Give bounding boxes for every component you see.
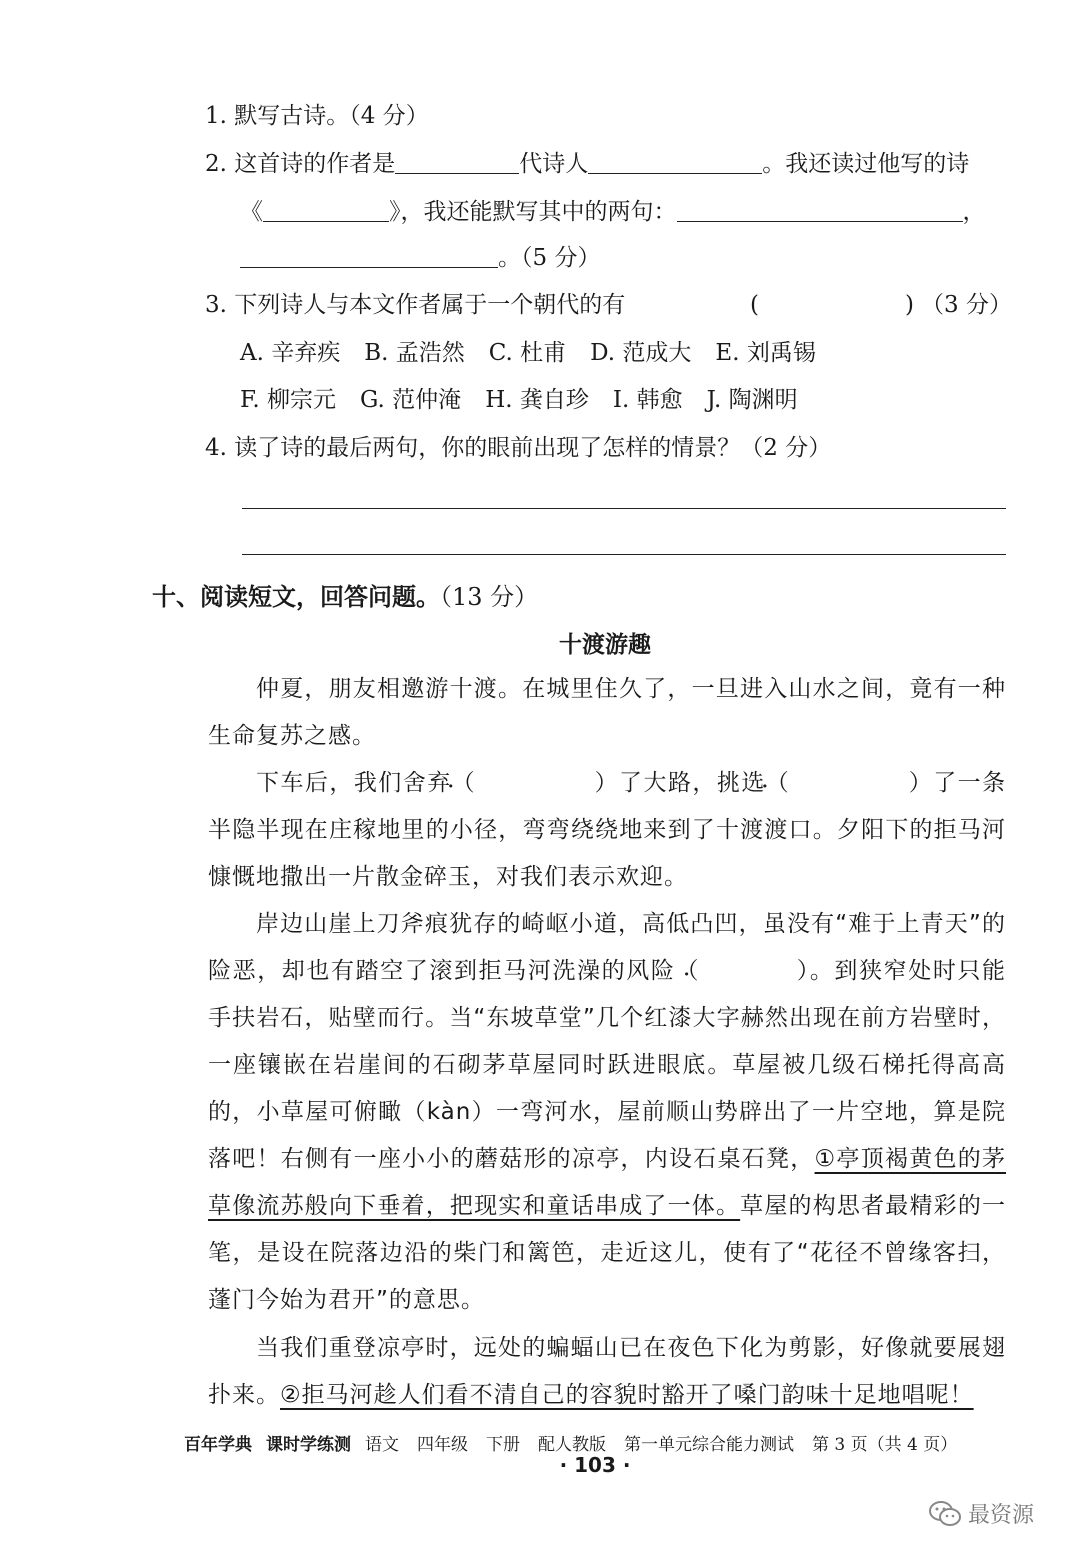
footer-grade: 四年级 (417, 1435, 468, 1455)
question-2-line-3 (240, 243, 600, 273)
question-2-line-2 (240, 197, 986, 227)
q2-text-d: 《 (240, 199, 263, 225)
q2-text-b: 代诗人 (519, 151, 589, 177)
footer-edition: 配人教版 (538, 1435, 606, 1455)
q3-paren-open: ( (750, 292, 759, 318)
q2-text-c: 。我还读过他写的诗 (762, 151, 970, 177)
p3-text-a: 岸边山崖上刀斧痕犹存的崎岖小道，高低凸凹，虽没有“难于上青天”的险恶，却也有踏空了滚到拒马河洗澡的风 (208, 911, 1006, 984)
p2-text-a: 下车后，我们 (256, 770, 403, 796)
q2-text-a: 2. 这首诗的作者是 (205, 151, 396, 177)
passage-paragraph-3 (208, 901, 1006, 1324)
paren-open-3: （ (675, 958, 701, 984)
p3-text-c: 草屋的构思者最精彩的一笔，是设在院落边沿的柴门和篱笆，走近这儿，使有了“花径不曾缘客扫，蓬门今始为君开”的意思。 (208, 1193, 1006, 1313)
underlined-sentence-2: ②拒马河趁人们看不清自己的容貌时豁开了嗓门韵味十足地唱呢！ (280, 1382, 974, 1408)
option-f[interactable]: F. 柳宗元 (240, 387, 336, 413)
q3-options-row-2 (240, 385, 822, 415)
answer-line-2[interactable] (242, 554, 1006, 555)
section-heading-text: 十、阅读短文，回答问题。 (152, 582, 440, 611)
p3-text-b: 。到狭窄处时只能手扶岩石，贴壁而行。当“东坡草堂”几个红漆大字赫然出现在前方岩壁时，一座镶嵌在岩崖间的石砌茅草屋同时跃进眼底。草屋被几级石梯托得高高的，小草屋可俯瞰（kàn）一弯河水，屋前顺山势辟出了一片空地，算是院落吧！右侧有一座小小的蘑菇形的凉亭，内设石桌石凳， (208, 958, 1007, 1172)
option-j[interactable]: J. 陶渊明 (706, 387, 798, 413)
page-footer (184, 1430, 957, 1455)
underlined-sentence-1: ①亭顶褐黄色的茅草像流苏般向下垂着，把现实和童话串成了一体。 (208, 1146, 1006, 1219)
blank-poem-title[interactable] (263, 220, 389, 222)
footer-subject: 语文 (365, 1435, 399, 1455)
option-h[interactable]: H. 龚自珍 (485, 387, 589, 413)
p4-text-a: 当我们重登凉亭时，远处的蝙蝠山已在夜色下化为剪影，好像就要展翅扑来。 (208, 1335, 1006, 1408)
q2-text-g: 。（5 分） (498, 245, 601, 271)
option-g[interactable]: G. 范仲淹 (360, 387, 462, 413)
question-1: 1. 默写古诗。（4 分） (205, 103, 429, 129)
paren-close-2: ） (908, 770, 934, 796)
watermark-text: 最资源 (968, 1503, 1035, 1528)
q2-text-e: 》，我还能默写其中的两句： (389, 199, 677, 225)
option-e[interactable]: E. 刘禹锡 (715, 340, 816, 366)
dotted-word-2: 挑选 • (717, 770, 766, 796)
paren-open-2: （ (765, 770, 791, 796)
section-heading (152, 577, 538, 612)
dotted-word-1: 舍弃 • (403, 770, 452, 796)
q3-options-row-1 (240, 338, 840, 368)
option-i[interactable]: I. 韩愈 (612, 387, 683, 413)
blank-verse-1[interactable] (677, 220, 963, 222)
passage-paragraph-4 (208, 1325, 1006, 1419)
passage-paragraph-2 (208, 760, 1006, 901)
answer-line-1[interactable] (242, 508, 1006, 509)
blank-dynasty[interactable] (395, 172, 519, 174)
passage-paragraph-1: 仲夏，朋友相邀游十渡。在城里住久了，一旦进入山水之间，竟有一种生命复苏之感。 (208, 676, 1006, 749)
paren-close-3: ） (796, 958, 810, 984)
blank-poet[interactable] (588, 172, 762, 174)
q2-text-f: ， (962, 199, 986, 225)
p2-text-c: 了一条半隐半现在庄稼地里的小径，弯弯绕绕地来到了十渡渡口。夕阳下的拒马河慷慨地撒出一片散金碎玉，对我们表示欢迎。 (208, 770, 1007, 890)
option-c[interactable]: C. 杜甫 (488, 340, 567, 366)
paren-close-1: ） (594, 770, 620, 796)
q3-paren-close: ) (905, 292, 914, 318)
blank-verse-2[interactable] (240, 266, 498, 268)
question-4: 4. 读了诗的最后两句，你的眼前出现了怎样的情景？（2 分） (205, 435, 832, 461)
footer-series: 课时学练测 (266, 1435, 351, 1455)
footer-pages: 第 3 页（共 4 页） (812, 1435, 958, 1455)
option-a[interactable]: A. 辛弃疾 (240, 340, 341, 366)
dotted-word-3: 险 • (651, 958, 676, 984)
footer-test: 第一单元综合能力测试 (624, 1435, 794, 1455)
footer-volume: 下册 (486, 1435, 520, 1455)
question-3: 3. 下列诗人与本文作者属于一个朝代的有 (205, 292, 626, 318)
footer-brand: 百年学典 (184, 1435, 252, 1455)
page-number: · 103 · (559, 1453, 631, 1477)
option-d[interactable]: D. 范成大 (590, 340, 692, 366)
paren-open-1: （ (451, 770, 477, 796)
option-b[interactable]: B. 孟浩然 (364, 340, 465, 366)
section-points: （13 分） (440, 583, 539, 611)
p2-text-b: 了大路， (619, 770, 717, 796)
passage-title: 十渡游趣 (559, 631, 651, 658)
watermark (928, 1498, 1034, 1529)
wechat-icon (928, 1500, 962, 1528)
q3-points: （3 分） (921, 292, 1012, 318)
question-2-line-1 (205, 149, 969, 179)
